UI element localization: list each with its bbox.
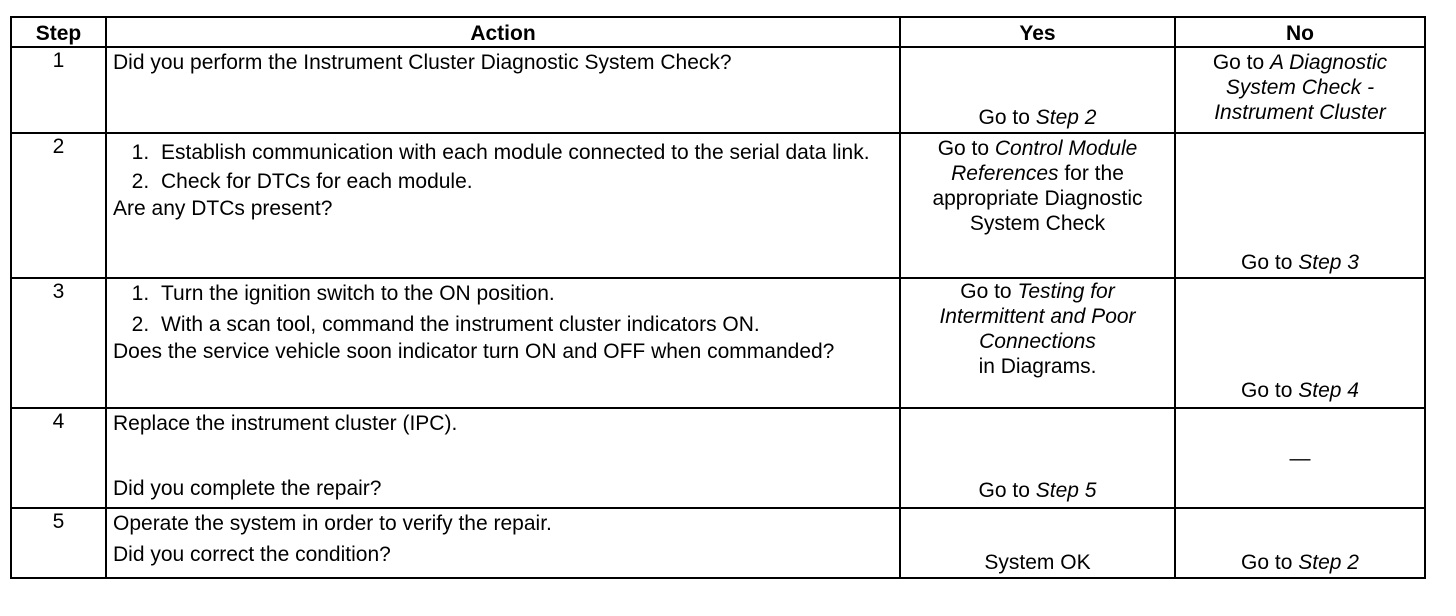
no-cell <box>1175 47 1425 133</box>
yes-cell <box>900 47 1175 133</box>
header-step: Step <box>11 17 106 47</box>
step-number: 4 <box>11 408 106 508</box>
no-cell <box>1175 508 1425 578</box>
action-cell <box>106 133 900 278</box>
yes-link[interactable]: Testing for Intermittent and Poor Connections <box>939 280 1136 353</box>
action-step-item: 2. With a scan tool, command the instrument cluster indicators ON. <box>155 312 893 337</box>
step-number: 3 <box>11 278 106 408</box>
yes-link[interactable]: Control Module References <box>951 137 1138 185</box>
yes-cell <box>900 278 1175 408</box>
header-row <box>11 17 1425 47</box>
yes-suffix: in Diagrams. <box>978 355 1097 378</box>
no-prefix: Go to <box>1241 551 1299 574</box>
action-cell <box>106 408 900 508</box>
diagnostic-table <box>10 16 1426 579</box>
no-link[interactable]: Step 2 <box>1298 551 1359 574</box>
step-number: 5 <box>11 508 106 578</box>
no-link[interactable]: Step 4 <box>1298 379 1359 402</box>
step-number: 1 <box>11 47 106 133</box>
action-step-item: 2. Check for DTCs for each module. <box>155 169 893 194</box>
action-step-item: 1. Establish communication with each module connected to the serial data link. <box>155 140 893 165</box>
action-cell <box>106 47 900 133</box>
yes-prefix: Go to <box>978 479 1036 502</box>
action-question: Did you complete the repair? <box>113 477 382 500</box>
action-cell <box>106 508 900 578</box>
action-question: Does the service vehicle soon indicator turn ON and OFF when commanded? <box>113 340 835 363</box>
table-row-step-5 <box>11 508 1425 578</box>
table-row-step-4 <box>11 408 1425 508</box>
action-text: Operate the system in order to verify the repair. <box>113 512 552 535</box>
no-cell: — <box>1175 408 1425 508</box>
no-link[interactable]: A Diagnostic System Check - Instrument Cluster <box>1214 51 1388 124</box>
action-step-item: 1. Turn the ignition switch to the ON position. <box>155 281 893 306</box>
table-row-step-2 <box>11 133 1425 278</box>
yes-cell <box>900 133 1175 278</box>
no-cell <box>1175 278 1425 408</box>
no-prefix: Go to <box>1212 51 1271 74</box>
action-steps-list <box>113 281 893 337</box>
no-link[interactable]: Step 3 <box>1298 251 1359 274</box>
header-yes: Yes <box>900 17 1175 47</box>
action-question: Are any DTCs present? <box>113 197 333 220</box>
table-row-step-1 <box>11 47 1425 133</box>
yes-cell: System OK <box>900 508 1175 578</box>
yes-link[interactable]: Step 5 <box>1035 479 1097 502</box>
action-question: Did you correct the condition? <box>113 543 391 566</box>
yes-prefix: Go to <box>978 106 1036 129</box>
action-steps-list <box>113 140 893 194</box>
header-action: Action <box>106 17 900 47</box>
no-cell <box>1175 133 1425 278</box>
step-number: 2 <box>11 133 106 278</box>
yes-prefix: Go to <box>960 280 1018 303</box>
action-stack <box>113 411 893 501</box>
yes-suffix: for the appropriate Diagnostic System Check <box>932 162 1143 235</box>
no-prefix: Go to <box>1241 379 1299 402</box>
table-row-step-3 <box>11 278 1425 408</box>
yes-link[interactable]: Step 2 <box>1035 106 1097 129</box>
yes-cell <box>900 408 1175 508</box>
diagnostic-table-container <box>10 16 1426 579</box>
header-no: No <box>1175 17 1425 47</box>
yes-prefix: Go to <box>937 137 995 160</box>
action-cell <box>106 278 900 408</box>
action-text: Replace the instrument cluster (IPC). <box>113 412 458 435</box>
no-prefix: Go to <box>1241 251 1299 274</box>
action-text: Did you perform the Instrument Cluster Diagnostic System Check? <box>113 51 732 74</box>
